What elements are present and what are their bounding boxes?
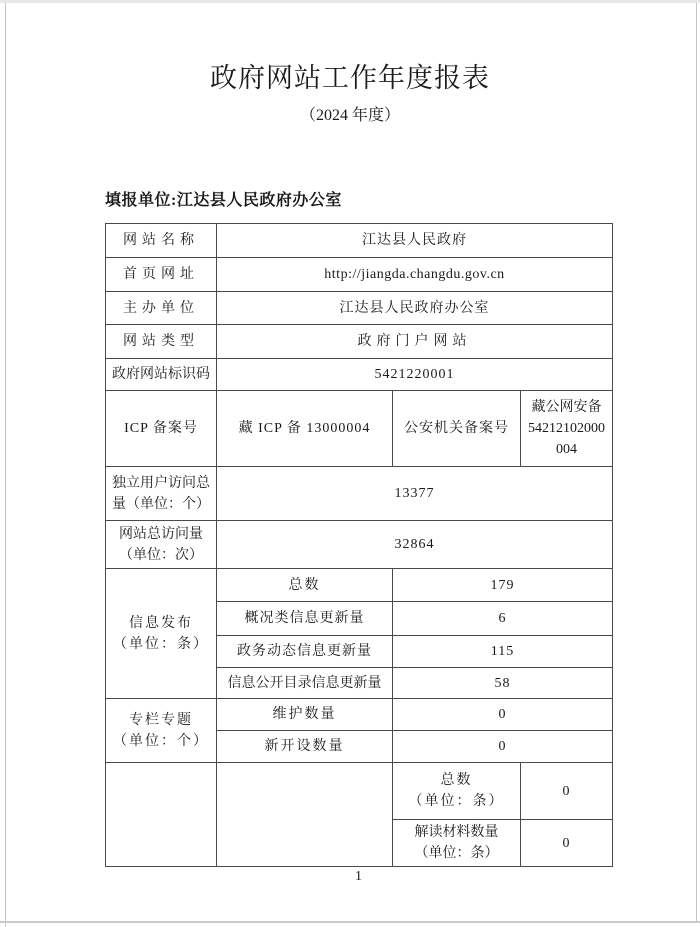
unique-visitors-label [106, 467, 217, 521]
info-publish-total-label: 总数 [217, 569, 393, 602]
interpretation-total-label-line: 总数 [440, 773, 473, 788]
total-visits-label [106, 521, 217, 569]
maintain-count-value: 0 [393, 699, 613, 731]
unique-visitors-value: 13377 [217, 467, 613, 521]
page-edge-left [5, 3, 6, 927]
open-directory-update-value: 58 [393, 668, 613, 699]
unique-visitors-label-line: 量（单位：个） [112, 496, 210, 512]
police-record-value-line: 54212102000 [528, 421, 605, 436]
organizer-value: 江达县人民政府办公室 [217, 292, 613, 325]
homepage-url-value: http://jiangda.changdu.gov.cn [217, 258, 613, 292]
document-title: 政府网站工作年度报表 [210, 63, 490, 93]
table-row [106, 569, 613, 602]
special-topics-group-label-line: （单位：个） [113, 733, 209, 749]
police-record-value-line: 藏公网安备 [531, 400, 602, 415]
gov-news-update-value: 115 [393, 636, 613, 668]
table-row [106, 325, 613, 359]
page-edge-right [696, 3, 697, 922]
unique-visitors-label-line: 独立用户访问总 [112, 475, 210, 491]
info-publish-total-value: 179 [393, 569, 613, 602]
total-visits-value: 32864 [217, 521, 613, 569]
special-topics-group-label-line: 专栏专题 [129, 712, 193, 728]
info-publish-group-label-line: （单位：条） [113, 636, 209, 652]
maintain-count-label: 维护数量 [217, 699, 393, 731]
total-visits-label-line: 网站总访问量 [119, 526, 203, 542]
site-id-code-label: 政府网站标识码 [106, 359, 217, 391]
police-record-value-line: 004 [556, 442, 577, 457]
site-id-code-value: 5421220001 [217, 359, 613, 391]
table-row [106, 292, 613, 325]
total-visits-label-line: （单位：次） [119, 547, 203, 563]
info-publish-group-label-line: 信息发布 [129, 615, 193, 631]
police-record-label: 公安机关备案号 [393, 391, 521, 467]
page-number: 1 [355, 869, 362, 884]
site-name-label: 网站名称 [106, 224, 217, 258]
interpretation-total-value: 0 [521, 763, 613, 820]
annual-report-table [105, 223, 613, 867]
icp-label: ICP 备案号 [106, 391, 217, 467]
table-row [106, 258, 613, 292]
site-type-label: 网站类型 [106, 325, 217, 359]
page-edge-top [0, 0, 700, 3]
table-row [106, 763, 613, 820]
document-subtitle: （2024 年度） [299, 107, 400, 124]
table-row [106, 224, 613, 258]
open-directory-update-label: 信息公开目录信息更新量 [217, 668, 393, 699]
gov-news-update-label: 政务动态信息更新量 [217, 636, 393, 668]
icp-value: 藏 ICP 备 13000004 [217, 391, 393, 467]
interpretation-material-label-line: （单位：条） [414, 846, 499, 861]
interpretation-total-label-line: （单位：条） [408, 794, 505, 809]
table-row [106, 467, 613, 521]
table-row [106, 521, 613, 569]
interpretation-material-label-line: 解读材料数量 [414, 825, 499, 840]
newly-opened-count-value: 0 [393, 731, 613, 763]
empty-sub-cell [217, 763, 393, 867]
empty-group-cell [106, 763, 217, 867]
newly-opened-count-label: 新开设数量 [217, 731, 393, 763]
overview-update-value: 6 [393, 602, 613, 636]
info-publish-group-label [106, 569, 217, 699]
interpretation-material-label [393, 820, 521, 867]
reporting-unit-line: 填报单位:江达县人民政府办公室 [105, 192, 342, 209]
site-name-value: 江达县人民政府 [217, 224, 613, 258]
page-edge-bottom [0, 921, 700, 923]
table-row [106, 391, 613, 467]
interpretation-total-label [393, 763, 521, 820]
table-row [106, 699, 613, 731]
overview-update-label: 概况类信息更新量 [217, 602, 393, 636]
organizer-label: 主办单位 [106, 292, 217, 325]
special-topics-group-label [106, 699, 217, 763]
interpretation-material-value: 0 [521, 820, 613, 867]
homepage-url-label: 首页网址 [106, 258, 217, 292]
table-row [106, 359, 613, 391]
site-type-value: 政府门户网站 [217, 325, 613, 359]
police-record-value [521, 391, 613, 467]
